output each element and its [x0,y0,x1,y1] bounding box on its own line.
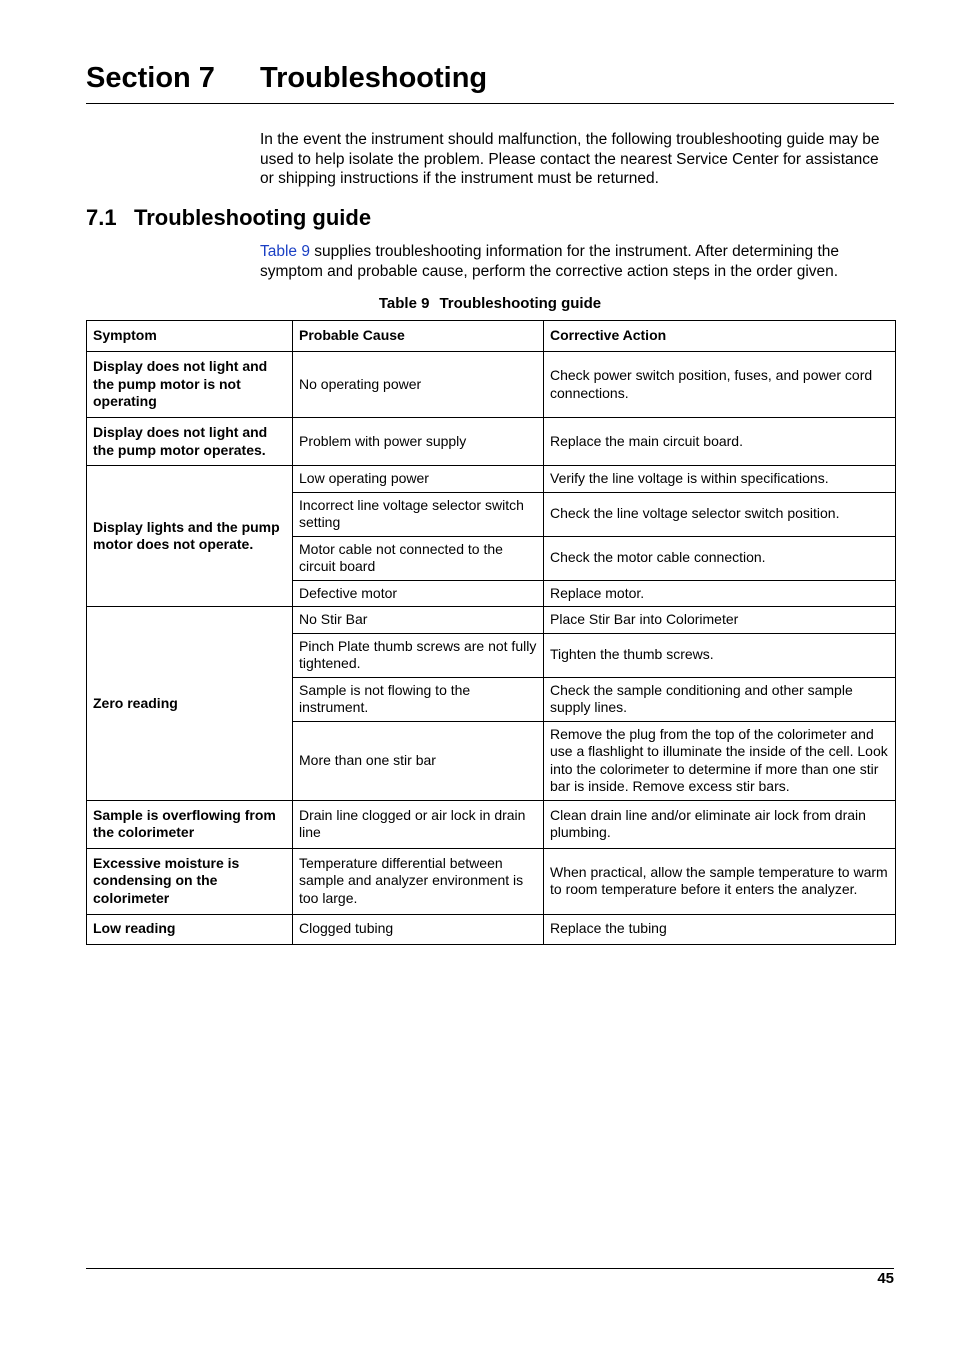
action-cell: Clean drain line and/or eliminate air lock from drain plumbing. [544,800,896,848]
action-cell: Replace the tubing [544,914,896,944]
section-number: Section 7 [86,62,215,94]
symptom-cell: Excessive moisture is condensing on the colorimeter [87,848,293,914]
action-cell: Check the motor cable connection. [544,536,896,580]
cause-cell: Defective motor [293,580,544,607]
caption-title: Troubleshooting guide [439,295,602,312]
action-cell: When practical, allow the sample temperature to warm to room temperature before it enters the analyzer. [544,848,896,914]
action-cell: Verify the line voltage is within specifications. [544,466,896,493]
description-text: supplies troubleshooting information for the instrument. After determining the symptom and probable cause, perform the corrective action steps in the order given. [260,243,839,280]
action-cell: Replace motor. [544,580,896,607]
action-cell: Check the sample conditioning and other sample supply lines. [544,677,896,721]
action-cell: Replace the main circuit board. [544,418,896,466]
symptom-cell: Display lights and the pump motor does not operate. [87,466,293,607]
header-cause: Probable Cause [293,321,544,352]
intro-paragraph: In the event the instrument should malfunction, the following troubleshooting guide may be used to help isolate the problem. Please contact the nearest Service Center for assistance or shipping instructions if the instrument must be returned. [260,131,880,187]
subsection-title: Troubleshooting guide [134,205,372,230]
cause-cell: Sample is not flowing to the instrument. [293,677,544,721]
cause-cell: Pinch Plate thumb screws are not fully tightened. [293,633,544,677]
table-row [87,607,896,634]
cause-cell: Problem with power supply [293,418,544,466]
symptom-cell: Display does not light and the pump motor is not operating [87,352,293,418]
subsection-heading [86,203,371,233]
cause-cell: Low operating power [293,466,544,493]
action-cell: Tighten the thumb screws. [544,633,896,677]
table-caption [86,294,894,314]
table-reference-link[interactable]: Table 9 [260,243,310,260]
troubleshooting-table [86,320,896,945]
page-number: 45 [877,1270,894,1287]
subsection-number: 7.1 [86,205,117,230]
section-heading [86,58,894,98]
action-cell: Remove the plug from the top of the colorimeter and use a flashlight to illuminate the inside of the cell. Look into the colorimeter to determine if more than one stir bar is inside. Remove excess stir bars. [544,721,896,800]
table-row [87,418,896,466]
cause-cell: Incorrect line voltage selector switch setting [293,492,544,536]
symptom-cell: Zero reading [87,607,293,801]
symptom-cell: Display does not light and the pump motor operates. [87,418,293,466]
table-header-row [87,321,896,352]
action-cell: Check power switch position, fuses, and power cord connections. [544,352,896,418]
table-row [87,352,896,418]
section-title: Troubleshooting [260,62,488,94]
cause-cell: Temperature differential between sample and analyzer environment is too large. [293,848,544,914]
cause-cell: More than one stir bar [293,721,544,800]
table-description [260,242,890,281]
action-cell: Place Stir Bar into Colorimeter [544,607,896,634]
table-row [87,914,896,944]
heading-divider [86,103,894,104]
cause-cell: Clogged tubing [293,914,544,944]
header-symptom: Symptom [87,321,293,352]
table-row [87,848,896,914]
cause-cell: No operating power [293,352,544,418]
cause-cell: Motor cable not connected to the circuit board [293,536,544,580]
table-row [87,466,896,493]
caption-number: Table 9 [378,295,430,312]
table-row [87,800,896,848]
action-cell: Check the line voltage selector switch position. [544,492,896,536]
cause-cell: No Stir Bar [293,607,544,634]
footer-divider [86,1268,894,1269]
header-action: Corrective Action [544,321,896,352]
symptom-cell: Low reading [87,914,293,944]
cause-cell: Drain line clogged or air lock in drain line [293,800,544,848]
symptom-cell: Sample is overflowing from the colorimeter [87,800,293,848]
